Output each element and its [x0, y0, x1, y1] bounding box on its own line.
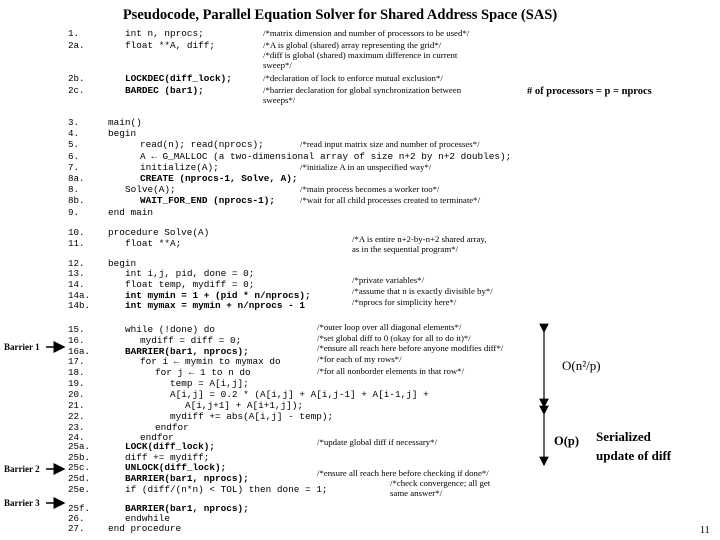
code-line: read(n); read(nprocs); [140, 139, 264, 150]
line-number: 13. [68, 268, 85, 279]
code-line: end main [108, 207, 154, 218]
code-line: CREATE (nprocs-1, Solve, A); [140, 173, 298, 184]
line-number: 27. [68, 523, 85, 534]
code-line: int n, nprocs; [125, 28, 204, 39]
code-comment: /*initialize A in an unspecified way*/ [300, 162, 432, 172]
line-number: 20. [68, 389, 85, 400]
line-number: 8. [68, 184, 80, 195]
code-line: Solve(A); [125, 184, 176, 195]
code-comment: /*set global diff to 0 (okay for all to do it)*/ [317, 333, 471, 343]
line-number: 25c. [68, 462, 91, 473]
code-line: BARRIER(bar1, nprocs); [125, 473, 249, 484]
code-line: int mymax = mymin + n/nprocs - 1 [125, 300, 306, 311]
line-number: 18. [68, 367, 85, 378]
code-line: int mymin = 1 + (pid * n/nprocs); [125, 290, 311, 301]
line-number: 14a. [68, 290, 91, 301]
barrier-3-label: Barrier 3 [4, 498, 40, 508]
code-comment: /*update global diff if necessary*/ [317, 437, 438, 447]
barrier-2-label: Barrier 2 [4, 464, 40, 474]
code-line: main() [108, 117, 142, 128]
code-line: BARRIER(bar1, nprocs); [125, 503, 249, 514]
code-line: mydiff += abs(A[i,j] - temp); [170, 411, 334, 422]
code-comment: /*barrier declaration for global synchronization between sweeps*/ [263, 85, 462, 105]
code-line: procedure Solve(A) [108, 227, 210, 238]
code-comment: /*ensure all reach here before checking if done*/ [317, 468, 489, 478]
page-title: Pseudocode, Parallel Equation Solver for Shared Address Space (SAS) [122, 7, 558, 23]
line-number: 10. [68, 227, 85, 238]
line-number: 26. [68, 513, 85, 524]
code-comment: /*matrix dimension and number of processors to be used*/ [263, 28, 470, 38]
code-comment: /*read input matrix size and number of processes*/ [300, 139, 480, 149]
code-comment: /*A is global (shared) array representing the grid*/ /*diff is global (shared) maximum difference in current sweep*/ [263, 40, 458, 70]
code-line: A[i,j] = 0.2 * (A[i,j] + A[i,j-1] + A[i-1,j] + [170, 389, 429, 400]
code-line: begin [108, 258, 137, 269]
line-number: 2a. [68, 40, 85, 51]
code-line: begin [108, 128, 137, 139]
line-number: 3. [68, 117, 80, 128]
code-line: for i ← mymin to mymax do [140, 356, 281, 367]
code-line: LOCKDEC(diff_lock); [125, 73, 232, 84]
line-number: 15. [68, 324, 85, 335]
code-line: temp = A[i,j]; [170, 378, 249, 389]
code-line: diff += mydiff; [125, 452, 210, 463]
code-line: endfor [140, 432, 174, 443]
processors-note: # of processors = p = nprocs [527, 86, 652, 97]
code-line: float **A; [125, 238, 182, 249]
code-line: float temp, mydiff = 0; [125, 279, 255, 290]
code-comment: /*nprocs for simplicity here*/ [352, 297, 457, 307]
code-line: LOCK(diff_lock); [125, 441, 216, 452]
code-line: UNLOCK(diff_lock); [125, 462, 227, 473]
code-comment: /*outer loop over all diagonal elements*/ [317, 322, 462, 332]
line-number: 16a. [68, 346, 91, 357]
code-comment: /*assume that n is exactly divisible by*/ [352, 286, 493, 296]
code-comment: /*for each of my rows*/ [317, 354, 402, 364]
line-number: 22. [68, 411, 85, 422]
code-line: float **A, diff; [125, 40, 216, 51]
line-number: 9. [68, 207, 80, 218]
line-number: 25d. [68, 473, 91, 484]
line-number: 7. [68, 162, 80, 173]
code-line: end procedure [108, 523, 182, 534]
code-line: A ← G_MALLOC (a two-dimensional array of size n+2 by n+2 doubles); [140, 151, 512, 162]
code-line: endwhile [125, 513, 171, 524]
code-line: WAIT_FOR_END (nprocs-1); [140, 195, 276, 206]
line-number: 23. [68, 422, 85, 433]
line-number: 25e. [68, 484, 91, 495]
line-number: 19. [68, 378, 85, 389]
line-number: 16. [68, 335, 85, 346]
line-number: 14. [68, 279, 85, 290]
serialized-label-line1: Serialized [596, 429, 651, 444]
code-comment: /*check convergence; all get same answer*/ [390, 478, 491, 498]
code-line: endfor [155, 422, 189, 433]
code-comment: /*wait for all child processes created to terminate*/ [300, 195, 481, 205]
serialized-label-line2: update of diff [596, 448, 672, 463]
line-number: 17. [68, 356, 85, 367]
line-number: 25b. [68, 452, 91, 463]
barrier-1-label: Barrier 1 [4, 342, 40, 352]
code-comment: /*for all nonborder elements in that row*/ [317, 366, 465, 376]
code-comment: /*ensure all reach here before anyone modifies diff*/ [317, 343, 504, 353]
line-number: 21. [68, 400, 85, 411]
code-line: BARDEC (bar1); [125, 85, 204, 96]
line-number: 4. [68, 128, 80, 139]
code-line: BARRIER(bar1, nprocs); [125, 346, 249, 357]
line-number: 25f. [68, 503, 91, 514]
line-number: 12. [68, 258, 85, 269]
line-number: 11. [68, 238, 85, 249]
code-comment: /*main process becomes a worker too*/ [300, 184, 440, 194]
code-comment: /*private variables*/ [352, 275, 425, 285]
code-line: while (!done) do [125, 324, 216, 335]
line-number: 2c. [68, 85, 85, 96]
code-line: initialize(A); [140, 162, 219, 173]
complexity-serial-label: O(p) [554, 434, 579, 448]
line-number: 2b. [68, 73, 85, 84]
code-line: for j ← 1 to n do [155, 367, 251, 378]
line-number: 24. [68, 432, 85, 443]
line-number: 5. [68, 139, 80, 150]
code-comment: /*A is entire n+2-by-n+2 shared array, as in the sequential program*/ [352, 234, 487, 254]
line-number: 1. [68, 28, 80, 39]
page-number: 11 [700, 525, 710, 536]
line-number: 6. [68, 151, 80, 162]
code-comment: /*declaration of lock to enforce mutual exclusion*/ [263, 73, 443, 83]
code-line: int i,j, pid, done = 0; [125, 268, 255, 279]
code-line: mydiff = diff = 0; [140, 335, 242, 346]
line-number: 14b. [68, 300, 91, 311]
line-number: 25a. [68, 441, 91, 452]
code-line: if (diff/(n*n) < TOL) then done = 1; [125, 484, 328, 495]
line-number: 8a. [68, 173, 85, 184]
code-line: A[i,j+1] + A[i+1,j]); [185, 400, 304, 411]
line-number: 8b. [68, 195, 85, 206]
complexity-parallel-label: O(n²/p) [562, 358, 601, 373]
